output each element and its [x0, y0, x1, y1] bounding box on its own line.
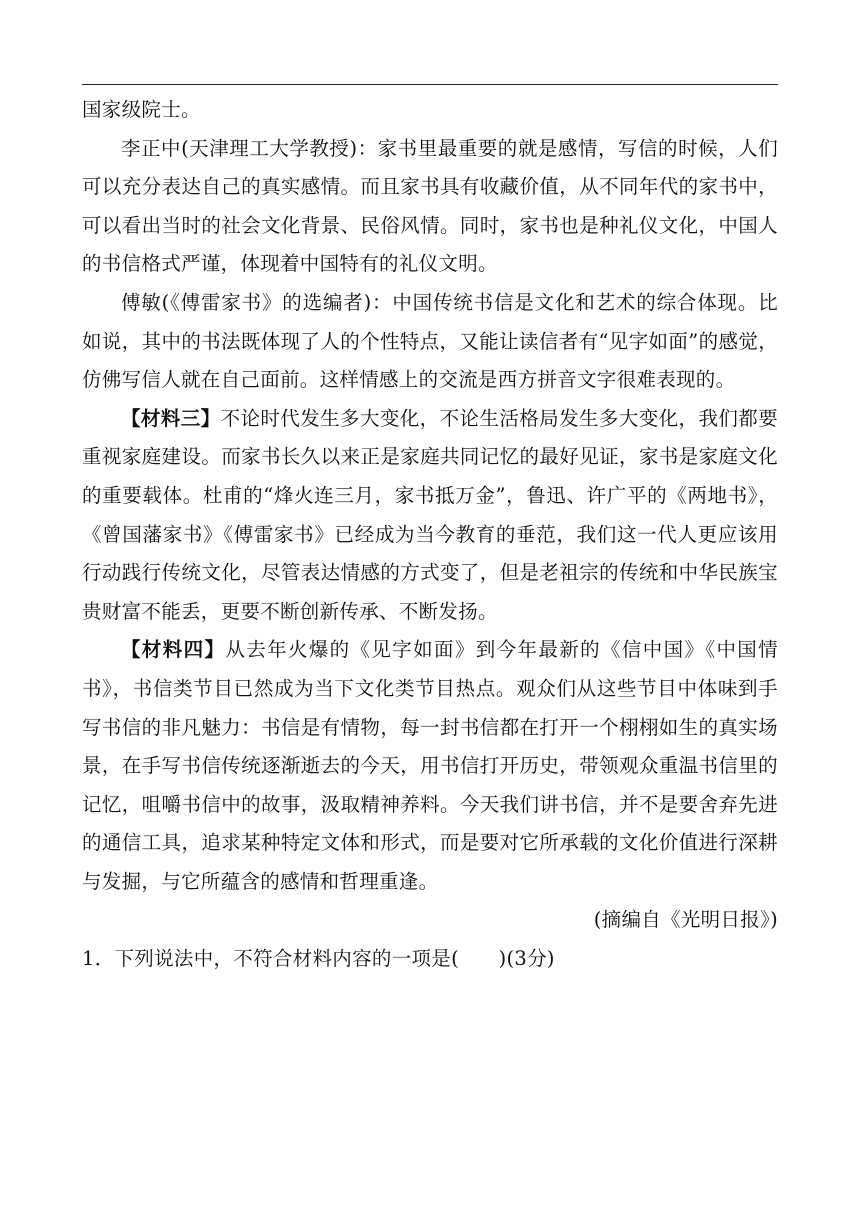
- paragraph-li-zhengzhong: 李正中(天津理工大学教授)：家书里最重要的就是感情，写信的时候，人们可以充分表达自己的真实感情。而且家书具有收藏价值，从不同年代的家书中，可以看出当时的社会文化背景、民俗风情。同时，家书也是种礼仪文化，中国人的书信格式严谨，体现着中国特有的礼仪文明。: [82, 136, 778, 276]
- source-citation: (摘编自《光明日报》): [593, 908, 778, 932]
- header-rule: [82, 84, 778, 85]
- continuation-text: 国家级院士。: [82, 98, 201, 121]
- material-4-label: 【材料四】: [121, 638, 226, 662]
- question-1: 1．下列说法中，不符合材料内容的一项是( )(3分): [82, 947, 555, 971]
- paragraph-fu-min: 傅敏(《傅雷家书》的选编者)：中国传统书信是文化和艺术的综合体现。比如说，其中的书法既体现了人的个性特点，又能让读信者有“见字如面”的感觉，仿佛写信人就在自己面前。这样情感上的交流是西方拼音文字很难表现的。: [82, 290, 778, 392]
- paragraph-material-3: [82, 400, 778, 632]
- material-3-label: 【材料三】: [121, 406, 221, 430]
- material-4-text: 从去年火爆的《见字如面》到今年最新的《信中国》《中国情书》，书信类节目已然成为当下文化类节目热点。观众们从这些节目中体味到手写书信的非凡魅力：书信是有情物，每一封书信都在打开一个栩栩如生的真实场景，在手写书信传统逐渐逝去的今天，用书信打开历史，带领观众重温书信里的记忆，咀嚼书信中的故事，汲取精神养料。今天我们讲书信，并不是要舍弃先进的通信工具，追求某种特定文体和形式，而是要对它所承载的文化价值进行深耕与发掘，与它所蕴含的感情和哲理重逢。: [82, 638, 778, 893]
- article-body: [82, 91, 778, 979]
- material-3-text: 不论时代发生多大变化，不论生活格局发生多大变化，我们都要重视家庭建设。而家书长久以来正是家庭共同记忆的最好见证，家书是家庭文化的重要载体。杜甫的“烽火连三月，家书抵万金”，鲁迅、许广平的《两地书》，《曾国藩家书》《傅雷家书》已经成为当今教育的垂范，我们这一代人更应该用行动践行传统文化，尽管表达情感的方式变了，但是老祖宗的传统和中华民族宝贵财富不能丢，更要不断创新传承、不断发扬。: [82, 406, 778, 623]
- paragraph-material-4: [82, 631, 778, 901]
